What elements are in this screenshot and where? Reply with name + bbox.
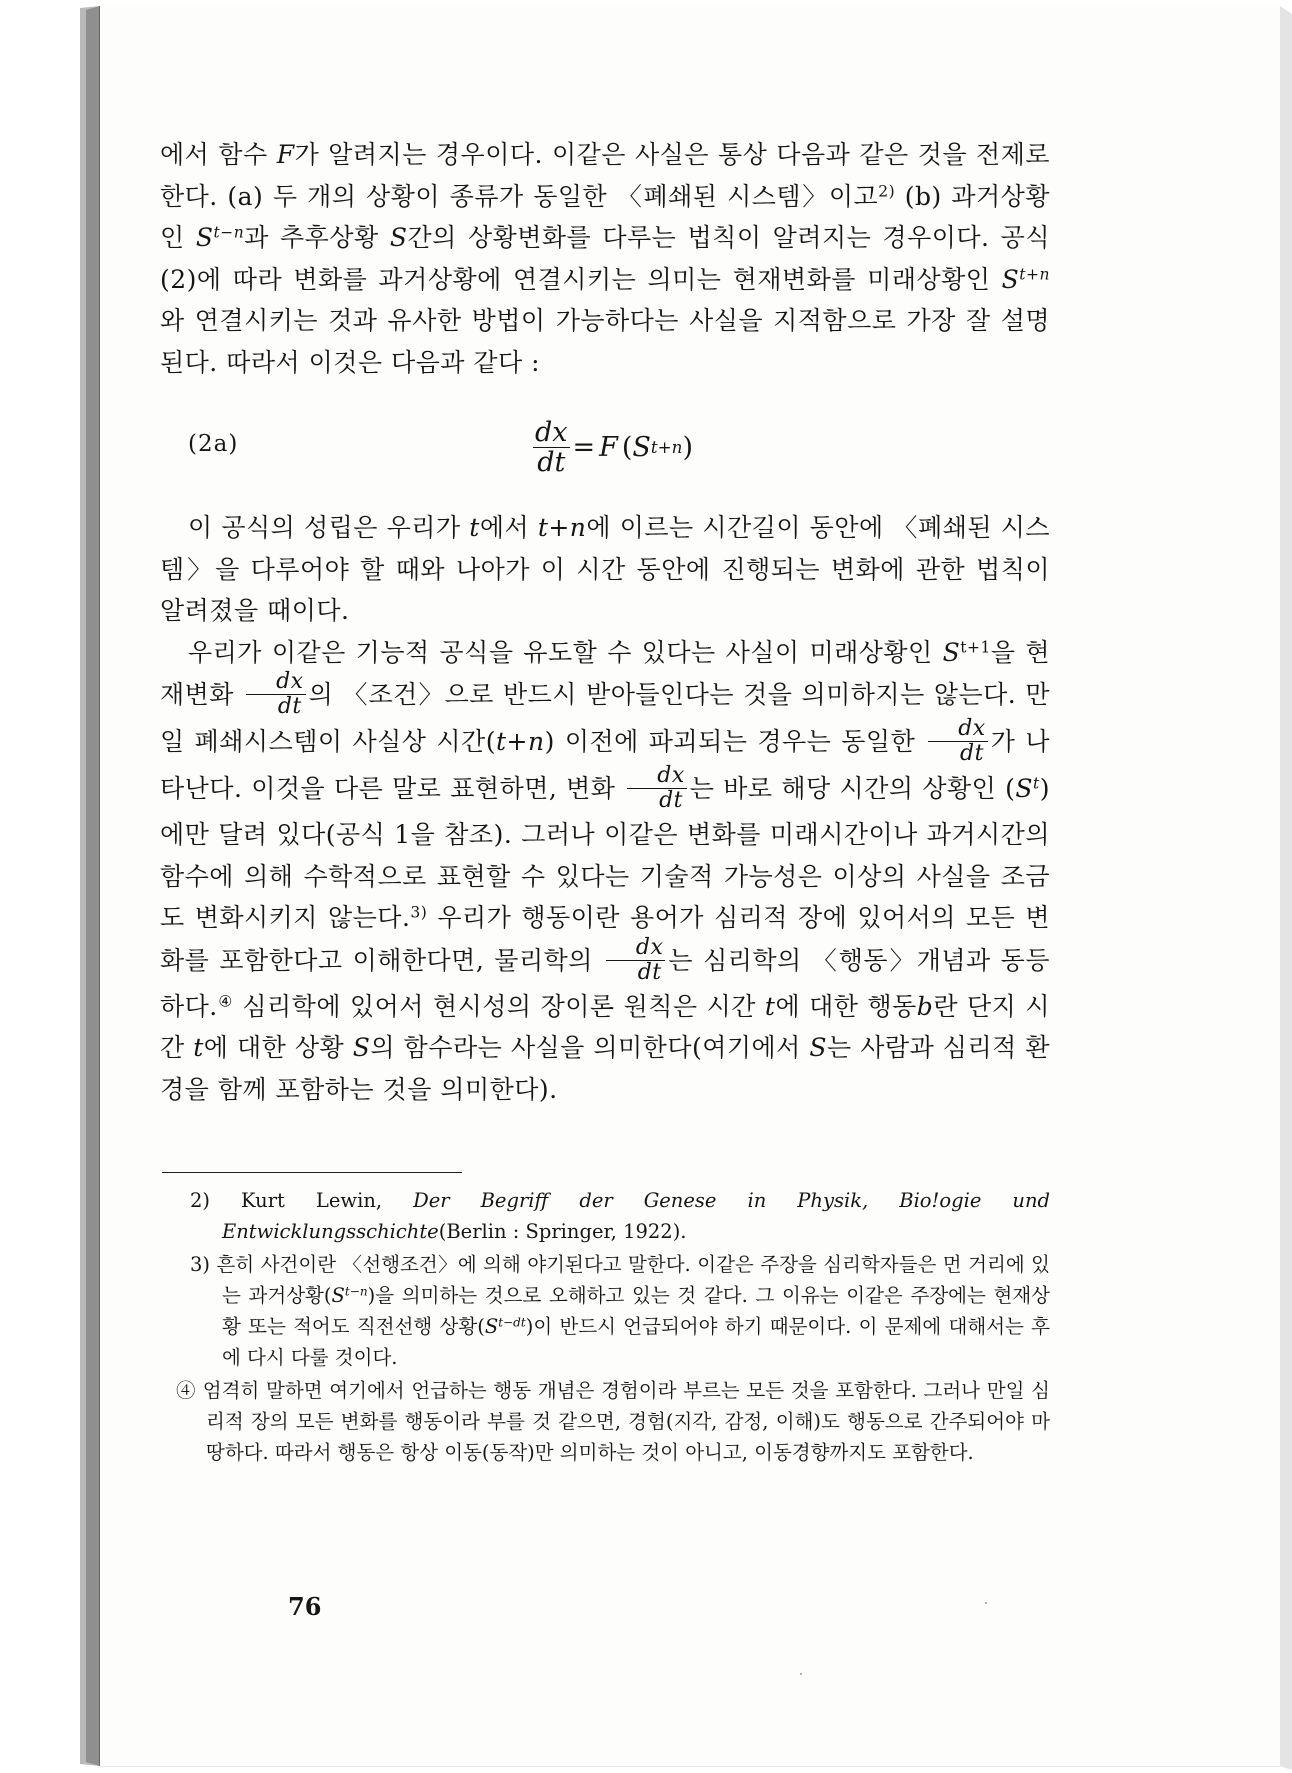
derivative-fraction: $\frac{dx}{dt}$ bbox=[246, 671, 306, 718]
derivative-fraction: $\frac{dx}{dt}$ bbox=[627, 765, 687, 812]
footnote-ref-3: 3) bbox=[410, 903, 428, 922]
footnote-4: ④ 엄격히 말하면 여기에서 언급하는 행동 개념은 경험이라 부르는 모든 것을 포함한다. 그러나 만일 심리적 장의 모든 변화를 행동이라 부를 것 같으면, 경험(지각, 감정, 이해)도 행동으로 간주되어야 마땅하다. 따라서 행동은 항상 이동(동작)만 의미하는 것이 아니고, 이동경향까지도 포함한다. bbox=[176, 1379, 1050, 1464]
equation-label: (2a) bbox=[188, 431, 239, 457]
footnote-divider bbox=[162, 1172, 462, 1173]
derivative-fraction: $\frac{dx}{dt}$ bbox=[606, 937, 666, 984]
footnote-3: 3) 흔히 사건이란 〈선행조건〉에 의해 야기된다고 말한다. 이같은 주장을 심리학자들은 먼 거리에 있는 과거상황$(S^{t-n})$을 의미하는 것으로 오해하고 있는 것 같다. 그 이유는 이같은 주장에는 현재상황 또는 적어도 직전선행 상황$(S^{t-dt})$이 반드시 언급되어야 하기 때문이다. 이 문제에 대해서는 후에 다시 다룰 것이다. bbox=[190, 1253, 1051, 1369]
page-content bbox=[160, 134, 1050, 1470]
equation-2a bbox=[160, 413, 1050, 481]
footnote-ref-4: ④ bbox=[217, 991, 234, 1010]
speck bbox=[985, 1602, 987, 1604]
paragraph-1: 에서 함수 F가 알려지는 경우이다. 이같은 사실은 통상 다음과 같은 것을 전제로 한다. (a) 두 개의 상황이 종류가 동일한 〈폐쇄된 시스템〉이고$^{2)}$ (b) 과거상황인 $S^{t-n}$과 추후상황 S간의 상황변화를 다루는 법칙이 알려지는 경우이다. 공식 (2)에 따라 변화를 과거상황에 연결시키는 의미는 현재변화를 미래상황인 $S^{t+n}$와 연결시키는 것과 유사한 방법이 가능하다는 사실을 지적함으로 가장 잘 설명된다. 따라서 이것은 다음과 같다 : bbox=[160, 140, 1050, 377]
derivative-fraction: $\frac{dx}{dt}$ bbox=[928, 718, 988, 765]
paragraph-2: 이 공식의 성립은 우리가 t에서 t+n에 이르는 시간길이 동안에 〈폐쇄된 시스템〉을 다루어야 할 때와 나아가 이 시간 동안에 진행되는 변화에 관한 법칙이 알려졌을 때이다. bbox=[160, 513, 1051, 625]
equation-body: $\frac{dx}{dt}$ = F ( S t+n ) bbox=[535, 416, 693, 478]
speck bbox=[800, 1673, 802, 1675]
paragraph-3: 우리가 이같은 기능적 공식을 유도할 수 있다는 사실이 미래상황인 $S^{t+1}$을 현재변화 $\frac{dx}{dt}$ 의 〈조건〉으로 반드시 받아들인다는 것을 의미하지는 않는다. 만일 폐쇄시스템이 사실상 시간(t+n) 이전에 파괴되는 경우는 동일한 $\frac{dx}{dt}$ 가 나타난다. 이것을 다른 말로 표현하면, 변화 $\frac{dx}{dt}$ 는 바로 해당 시간의 상황인 $(S^t)$에만 달려 있다(공식 1을 참조). 그러나 이같은 변화를 미래시간이나 과거시간의 함수에 의해 수학적으로 표현할 수 있다는 기술적 가능성은 이상의 사실을 조금도 변화시키지 않는다.$^{3)}$ 우리가 행동이란 용어가 심리적 장에 있어서의 모든 변화를 포함한다고 이해한다면, 물리학의 $\frac{dx}{dt}$ 는 심리학의 〈행동〉개념과 동등하다.④ 심리학에 있어서 현시성의 장이론 원칙은 시간 t에 대한 행동b란 단지 시간 t에 대한 상황 S의 함수라는 사실을 의미한다(여기에서 S는 사람과 심리적 환경을 함께 포함하는 것을 의미한다). bbox=[160, 637, 1051, 1104]
footnote-2: 2) Kurt Lewin, Der Begriff der Genese in Physik, Bio!ogie und Entwicklungsschichte(Berlin : Springer, 1922). bbox=[190, 1189, 1050, 1243]
footnote-ref-2: 2) bbox=[878, 181, 896, 200]
derivative-fraction: $\frac{dx}{dt}$ bbox=[535, 416, 568, 478]
page-number: 76 bbox=[288, 1592, 322, 1621]
